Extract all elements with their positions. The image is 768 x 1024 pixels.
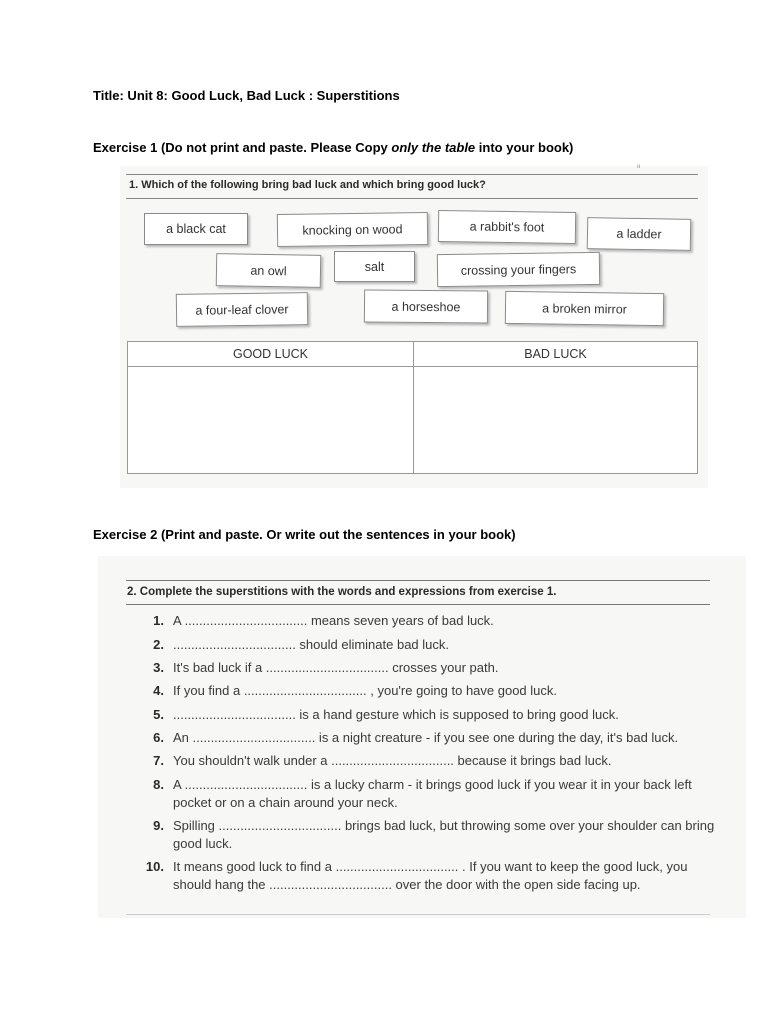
question-1-bottom-rule: [126, 198, 698, 199]
luck-table: [127, 341, 698, 474]
table-column-divider: [413, 342, 414, 473]
sentence-number: 7.: [153, 753, 164, 768]
sentence-number: 5.: [153, 707, 164, 722]
corner-mark: ıı: [637, 164, 641, 170]
word-card: a rabbit's foot: [438, 210, 576, 244]
exercise-1-heading-start: Exercise 1 (Do not print and paste. Please Copy: [93, 140, 392, 155]
question-2-top-rule: [126, 580, 710, 581]
sentence-text: You shouldn't walk under a .................................. because it brings bad luck.: [173, 753, 612, 768]
sentence-text: .................................. is a hand gesture which is supposed to bring good luck.: [173, 707, 619, 722]
word-card: crossing your fingers: [437, 252, 600, 287]
sentence-number: 10.: [145, 859, 164, 874]
exercise-1-heading: [93, 140, 573, 155]
question-1-top-rule: [126, 174, 698, 175]
question-2-text: 2. Complete the superstitions with the words and expressions from exercise 1.: [127, 586, 557, 598]
word-card: a black cat: [144, 213, 248, 245]
sentence-number: 9.: [153, 818, 164, 833]
sentence-text: A .................................. is a lucky charm - it brings good luck if you wear it in your back left pocket or on a chain around your neck.: [173, 777, 692, 810]
sentence-number: 6.: [153, 730, 164, 745]
word-card: a four-leaf clover: [176, 292, 308, 327]
exercise-2-heading: Exercise 2 (Print and paste. Or write out the sentences in your book): [93, 527, 516, 542]
word-card: salt: [334, 251, 415, 282]
exercise-1-heading-italic: only the table: [391, 140, 476, 155]
word-card: a broken mirror: [505, 291, 664, 326]
sentence-text: .................................. should eliminate bad luck.: [173, 637, 450, 652]
exercise-1-heading-end: into your book): [475, 140, 574, 155]
sentence-number: 3.: [153, 660, 164, 675]
sentence-number: 4.: [153, 683, 164, 698]
sentence-text: If you find a .................................. , you're going to have good luck.: [173, 683, 558, 698]
bad-luck-header: BAD LUCK: [524, 347, 587, 361]
sentence-number: 1.: [153, 613, 164, 628]
sentence-text: Spilling .................................. brings bad luck, but throwing some over your shoulder can bring good luck.: [173, 818, 715, 851]
question-2-bottom-rule: [126, 604, 710, 605]
word-card: knocking on wood: [277, 212, 428, 247]
sentence-number: 8.: [153, 777, 164, 792]
word-card: a horseshoe: [364, 289, 488, 323]
sentence-text: An .................................. is a night creature - if you see one during the day, it's bad luck.: [173, 730, 679, 745]
sentence-text: A .................................. means seven years of bad luck.: [173, 613, 494, 628]
sentence-number: 2.: [153, 637, 164, 652]
sentence-text: It means good luck to find a .................................. . If you want to keep the good luck, you should hang the .................................. over the door with the open side facing up.: [173, 859, 688, 892]
word-card: an owl: [216, 253, 322, 288]
page-title: Title: Unit 8: Good Luck, Bad Luck : Superstitions: [93, 88, 400, 103]
exercise-2-end-rule: [126, 914, 710, 915]
word-card: a ladder: [587, 217, 692, 251]
question-1-text: 1. Which of the following bring bad luck and which bring good luck?: [129, 179, 486, 191]
sentence-text: It's bad luck if a .................................. crosses your path.: [173, 660, 499, 675]
good-luck-header: GOOD LUCK: [232, 347, 308, 361]
